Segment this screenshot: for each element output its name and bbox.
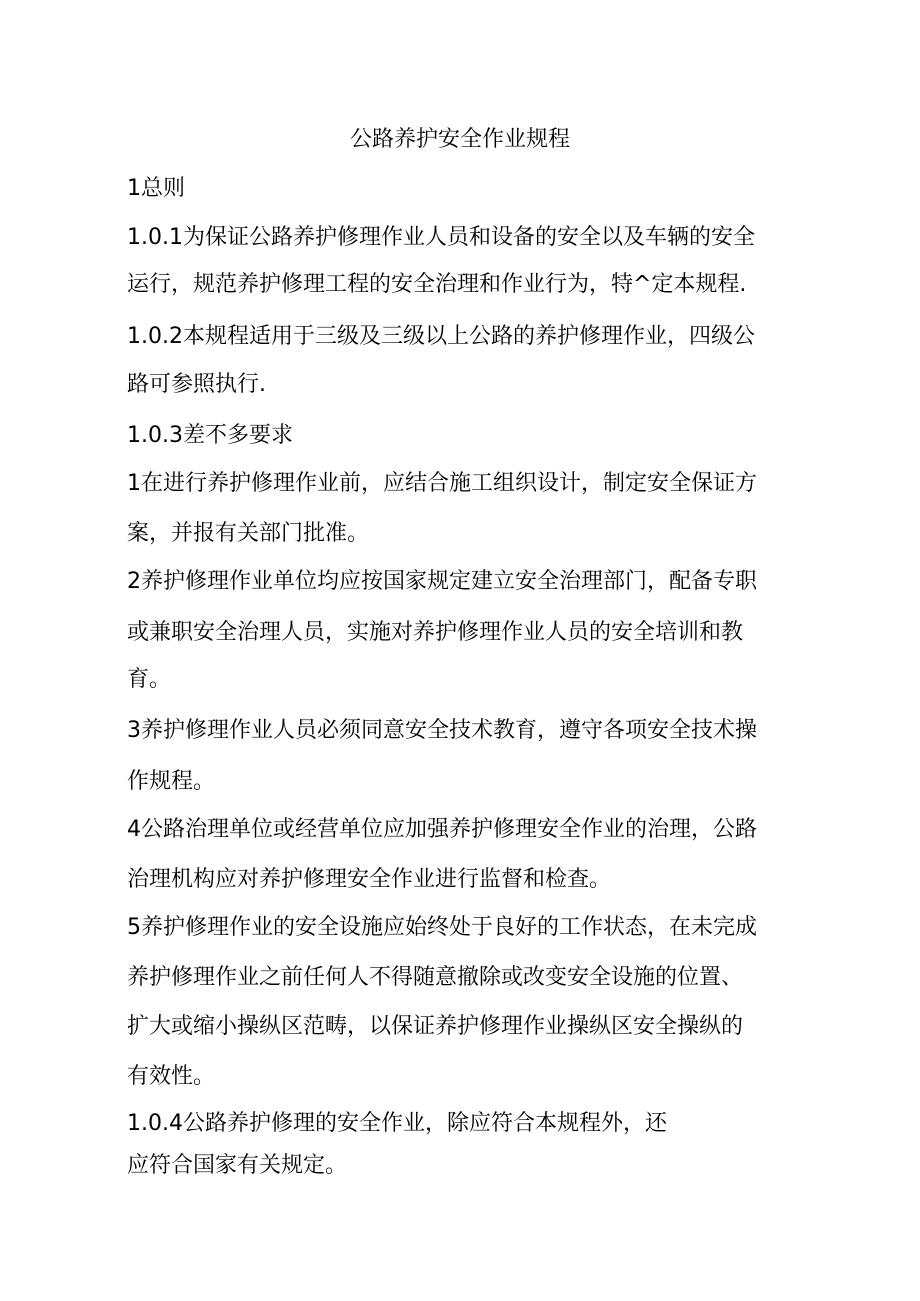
text-line: 1在进行养护修理作业前，应结合施工组织设计，制定安全保证方 — [127, 471, 757, 496]
text-line: 有效性。 — [127, 1064, 216, 1089]
text-line: 治理机构应对养护修理安全作业进行监督和检查。 — [127, 867, 612, 892]
text-line: 1.0.3差不多要求 — [127, 423, 293, 448]
text-line: 3养护修理作业人员必须同意安全技术教育，遵守各项安全技术操 — [127, 718, 757, 743]
text-line: 运行，规范养护修理工程的安全治理和作业行为，特^定本规程. — [127, 272, 747, 297]
text-line: 应符合国家有关规定。 — [127, 1153, 348, 1178]
text-line: 路可参照执行. — [127, 372, 266, 397]
text-line: 案，并报有关部门批准。 — [127, 521, 370, 546]
text-line: 1.0.1为保证公路养护修理作业人员和设备的安全以及车辆的安全 — [127, 225, 755, 250]
text-line: 育。 — [127, 667, 172, 692]
text-line: 扩大或缩小操纵区范畴，以保证养护修理作业操纵区安全操纵的 — [127, 1014, 744, 1039]
text-line: 养护修理作业之前任何人不得随意撤除或改变安全设施的位置、 — [127, 965, 744, 990]
text-line: 作规程。 — [127, 769, 216, 794]
text-line: 1.0.2本规程适用于三级及三级以上公路的养护修理作业，四级公 — [127, 324, 755, 349]
text-line: 1总则 — [127, 176, 185, 201]
text-line: 1.0.4公路养护修理的安全作业，除应符合本规程外，还 — [127, 1111, 667, 1136]
text-line: 4公路治理单位或经营单位应加强养护修理安全作业的治理，公路 — [127, 817, 757, 842]
text-line: 或兼职安全治理人员，实施对养护修理作业人员的安全培训和教 — [127, 620, 744, 645]
document-title: 公路养护安全作业规程 — [349, 127, 570, 152]
text-line: 2养护修理作业单位均应按国家规定建立安全治理部门，配备专职 — [127, 569, 757, 594]
text-line: 5养护修理作业的安全设施应始终处于良好的工作状态，在未完成 — [127, 915, 757, 940]
